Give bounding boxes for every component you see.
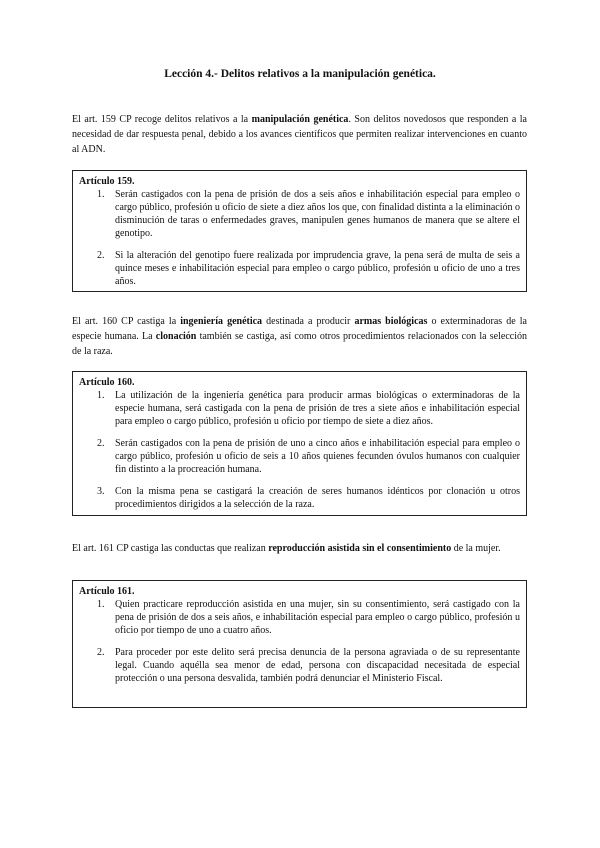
intro-bold: manipulación genética — [251, 114, 349, 125]
intro-text-1: El art. 159 CP recoge delitos relativos a la — [72, 114, 252, 125]
item-number: 1. — [97, 390, 105, 401]
text-fragment: El art. 161 CP castiga las conductas que realizan — [72, 543, 269, 554]
paragraph-161 — [72, 541, 527, 556]
article-160-heading: Artículo 160. — [79, 377, 135, 388]
list-item — [79, 437, 520, 476]
article-161-heading: Artículo 161. — [79, 586, 135, 597]
item-text: Serán castigados con la pena de prisión de uno a cinco años e inhabilitación especial para empleo o cargo público, profesión u oficio de seis a 10 años quienes fecunden óvulos humanos con cualquier fin distinto a la procreación humana. — [115, 438, 520, 475]
text-fragment: El art. 160 CP castiga la — [72, 316, 181, 327]
bold-fragment: clonación — [155, 331, 197, 342]
item-text: Quien practicare reproducción asistida en una mujer, sin su consentimiento, será castigado con la pena de prisión de dos a seis años, e inhabilitación especial para empleo o cargo público, profesión u oficio por tiempo de uno a cuatro años. — [115, 599, 520, 636]
page-title: Lección 4.- Delitos relativos a la manipulación genética. — [164, 68, 436, 80]
article-161-list — [79, 598, 520, 685]
list-item — [79, 485, 520, 511]
list-item — [79, 188, 520, 240]
article-160-list — [79, 389, 520, 511]
bold-fragment: ingeniería genética — [180, 316, 263, 327]
item-number: 2. — [97, 647, 105, 658]
intro-text-2: . Son delitos novedosos que responden a la necesidad de dar respuesta penal, debido a los avances científicos que permiten realizar intervenciones en cuanto al ADN. — [72, 114, 528, 155]
article-159-list — [79, 188, 520, 288]
list-item — [79, 389, 520, 428]
item-text: Serán castigados con la pena de prisión de dos a seis años e inhabilitación especial para empleo o cargo público, profesión u oficio de siete a diez años los que, con finalidad distinta a la eliminación o disminución de taras o enfermedades graves, manipulen genes humanos de manera que se altere el genotipo. — [115, 189, 520, 239]
item-text: Con la misma pena se castigará la creación de seres humanos idénticos por clonación u otros procedimientos dirigidos a la selección de la raza. — [115, 486, 520, 510]
list-item — [79, 646, 520, 685]
item-number: 3. — [97, 486, 105, 497]
text-fragment: de la mujer. — [451, 543, 501, 554]
item-number: 2. — [97, 250, 105, 261]
text-fragment: o exterminadoras de la especie humana. La — [72, 316, 527, 342]
article-159-heading: Artículo 159. — [79, 176, 135, 187]
item-number: 2. — [97, 438, 105, 449]
text-fragment: destinada a producir — [262, 316, 355, 327]
article-160-box — [72, 371, 527, 516]
item-text: La utilización de la ingeniería genética para producir armas biológicas o exterminadoras de la especie humana, será castigada con la pena de prisión de tres a siete años e inhabilitación especial para empleo o cargo público, profesión u oficio por tiempo de siete a diez años. — [115, 390, 520, 427]
item-text: Si la alteración del genotipo fuere realizada por imprudencia grave, la pena será de multa de seis a quince meses e inhabilitación especial para empleo o cargo público, profesión u oficio de uno a tres años. — [115, 250, 520, 287]
bold-fragment: armas biológicas — [354, 316, 428, 327]
article-161-box — [72, 580, 527, 708]
item-number: 1. — [97, 189, 105, 200]
text-fragment: también se castiga, así como otros procedimientos relacionados con la selección de la raza. — [72, 331, 527, 357]
list-item — [79, 598, 520, 637]
article-159-box — [72, 170, 527, 292]
list-item — [79, 249, 520, 288]
intro-paragraph — [72, 112, 527, 157]
item-text: Para proceder por este delito será precisa denuncia de la persona agraviada o de su representante legal. Cuando aquélla sea menor de edad, persona con discapacidad necesitada de especial protección o una persona desvalida, también podrá denunciar el Ministerio Fiscal. — [115, 647, 520, 684]
bold-fragment: reproducción asistida sin el consentimiento — [268, 543, 452, 554]
item-number: 1. — [97, 599, 105, 610]
paragraph-160 — [72, 314, 527, 359]
